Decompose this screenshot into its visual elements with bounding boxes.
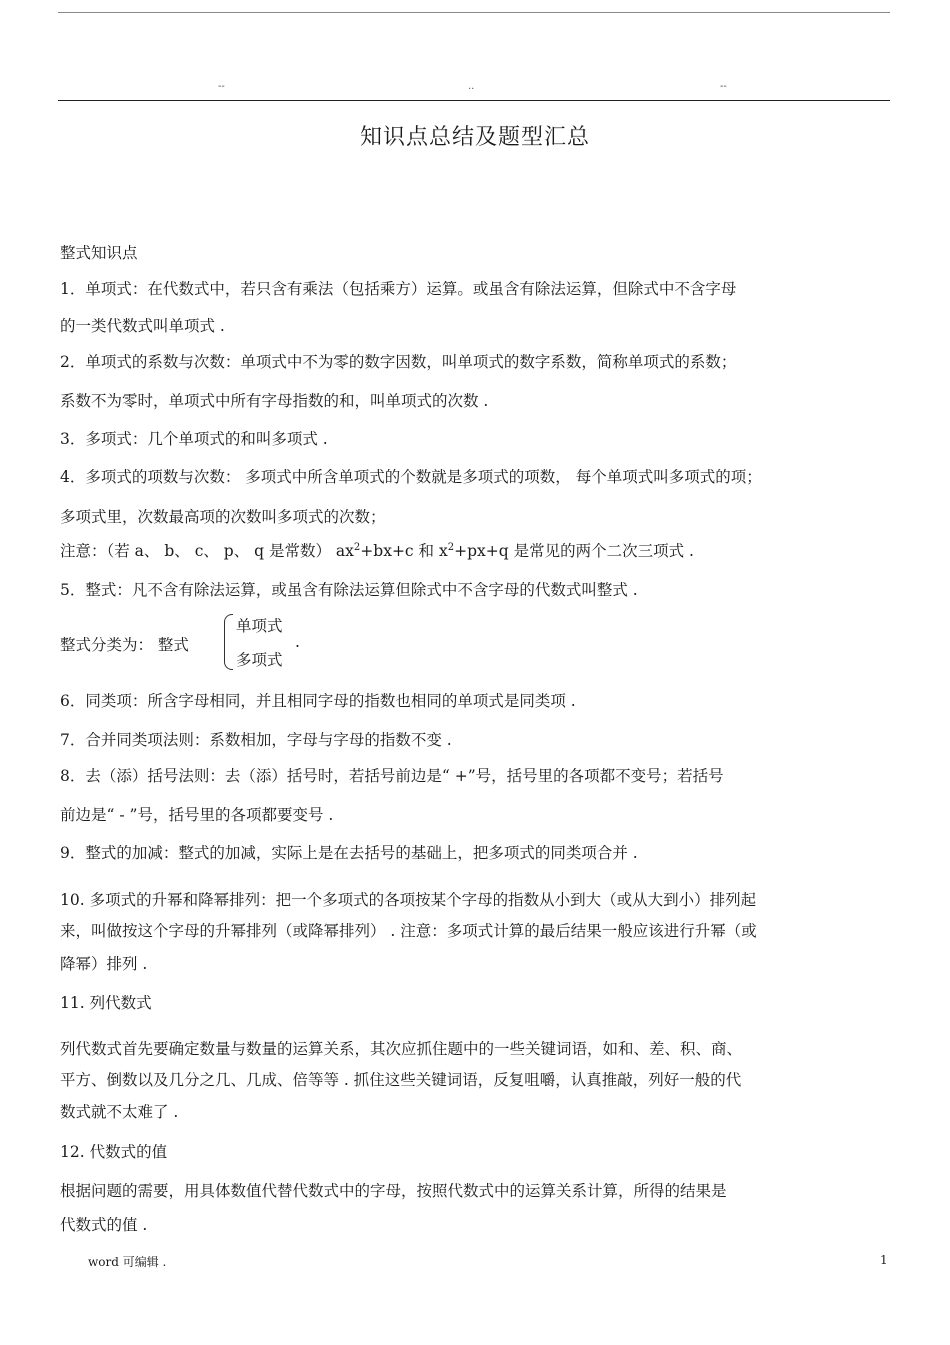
- classification-option-monomial: 单项式: [236, 617, 283, 635]
- item-4-line-2: 多项式里，次数最高项的次数叫多项式的次数；: [60, 508, 386, 526]
- header-center-mark: ..: [468, 81, 475, 92]
- note-suffix: +px+q 是常见的两个二次三项式 .: [454, 542, 694, 560]
- item-6: 6．同类项：所含字母相同，并且相同字母的指数也相同的单项式是同类项 .: [60, 692, 576, 710]
- item-9: 9．整式的加减：整式的加减，实际上是在去括号的基础上，把多项式的同类项合并 .: [60, 844, 638, 862]
- item-10-line-1: 10. 多项式的升幂和降幂排列：把一个多项式的各项按某个字母的指数从小到大（或从大到小）排列起: [60, 891, 757, 909]
- document-title: 知识点总结及题型汇总: [359, 125, 590, 150]
- item-10-line-2: 来，叫做按这个字母的升幂排列（或降幂排列） . 注意：多项式计算的最后结果一般应该进行升幂（或: [60, 922, 757, 940]
- header-left-mark: --: [218, 81, 225, 92]
- page-number: 1: [880, 1253, 888, 1267]
- item-11-line-3: 数式就不太难了 .: [60, 1103, 179, 1121]
- header-rule: [58, 100, 890, 101]
- footer-note: word 可编辑 .: [88, 1255, 167, 1269]
- note-prefix: 注意：（若 a、 b、 c、 p、 q 是常数） ax: [60, 542, 354, 560]
- classification-label: 整式分类为： 整式: [60, 636, 189, 654]
- section-heading: 整式知识点: [60, 244, 138, 262]
- page-top-rule: [58, 12, 890, 13]
- classification-period: .: [295, 633, 300, 651]
- classification-brace: [224, 614, 233, 670]
- note-middle: +bx+c 和 x: [360, 542, 448, 560]
- item-1-line-1: 1．单项式：在代数式中，若只含有乘法（包括乘方）运算。或虽含有除法运算，但除式中不含字母: [60, 280, 737, 298]
- item-4-line-1: 4．多项式的项数与次数： 多项式中所含单项式的个数就是多项式的项数， 每个单项式叫多项式的项；: [60, 468, 762, 486]
- item-8-line-2: 前边是“ - ”号，括号里的各项都要变号 .: [60, 806, 334, 824]
- note-exponent-2: 2: [447, 541, 455, 553]
- item-11-line-1: 列代数式首先要确定数量与数量的运算关系，其次应抓住题中的一些关键词语，如和、差、积、商、: [60, 1040, 743, 1058]
- classification-option-polynomial: 多项式: [236, 651, 283, 669]
- item-12-line-1: 根据问题的需要，用具体数值代替代数式中的字母，按照代数式中的运算关系计算，所得的结果是: [60, 1182, 727, 1200]
- item-7: 7．合并同类项法则：系数相加，字母与字母的指数不变 .: [60, 731, 452, 749]
- item-11-title: 11. 列代数式: [60, 994, 152, 1012]
- item-1-line-2: 的一类代数式叫单项式 .: [60, 317, 225, 335]
- item-3: 3．多项式：几个单项式的和叫多项式 .: [60, 430, 328, 448]
- item-5: 5．整式：凡不含有除法运算，或虽含有除法运算但除式中不含字母的代数式叫整式 .: [60, 581, 638, 599]
- item-11-line-2: 平方、倒数以及几分之几、几成、倍等等 . 抓住这些关键词语，反复咀嚼，认真推敲，列好一般的代: [60, 1071, 742, 1089]
- note-exponent-1: 2: [353, 541, 361, 553]
- header-right-mark: --: [720, 81, 727, 92]
- item-10-line-3: 降幂）排列 .: [60, 955, 148, 973]
- item-2-line-1: 2．单项式的系数与次数：单项式中不为零的数字因数，叫单项式的数字系数，简称单项式的系数；: [60, 353, 737, 371]
- item-12-title: 12. 代数式的值: [60, 1143, 168, 1161]
- item-2-line-2: 系数不为零时，单项式中所有字母指数的和，叫单项式的次数 .: [60, 392, 489, 410]
- note-line: [60, 539, 694, 561]
- item-12-line-2: 代数式的值 .: [60, 1216, 148, 1234]
- item-8-line-1: 8．去（添）括号法则：去（添）括号时，若括号前边是“ +”号，括号里的各项都不变号；若括号: [60, 767, 724, 785]
